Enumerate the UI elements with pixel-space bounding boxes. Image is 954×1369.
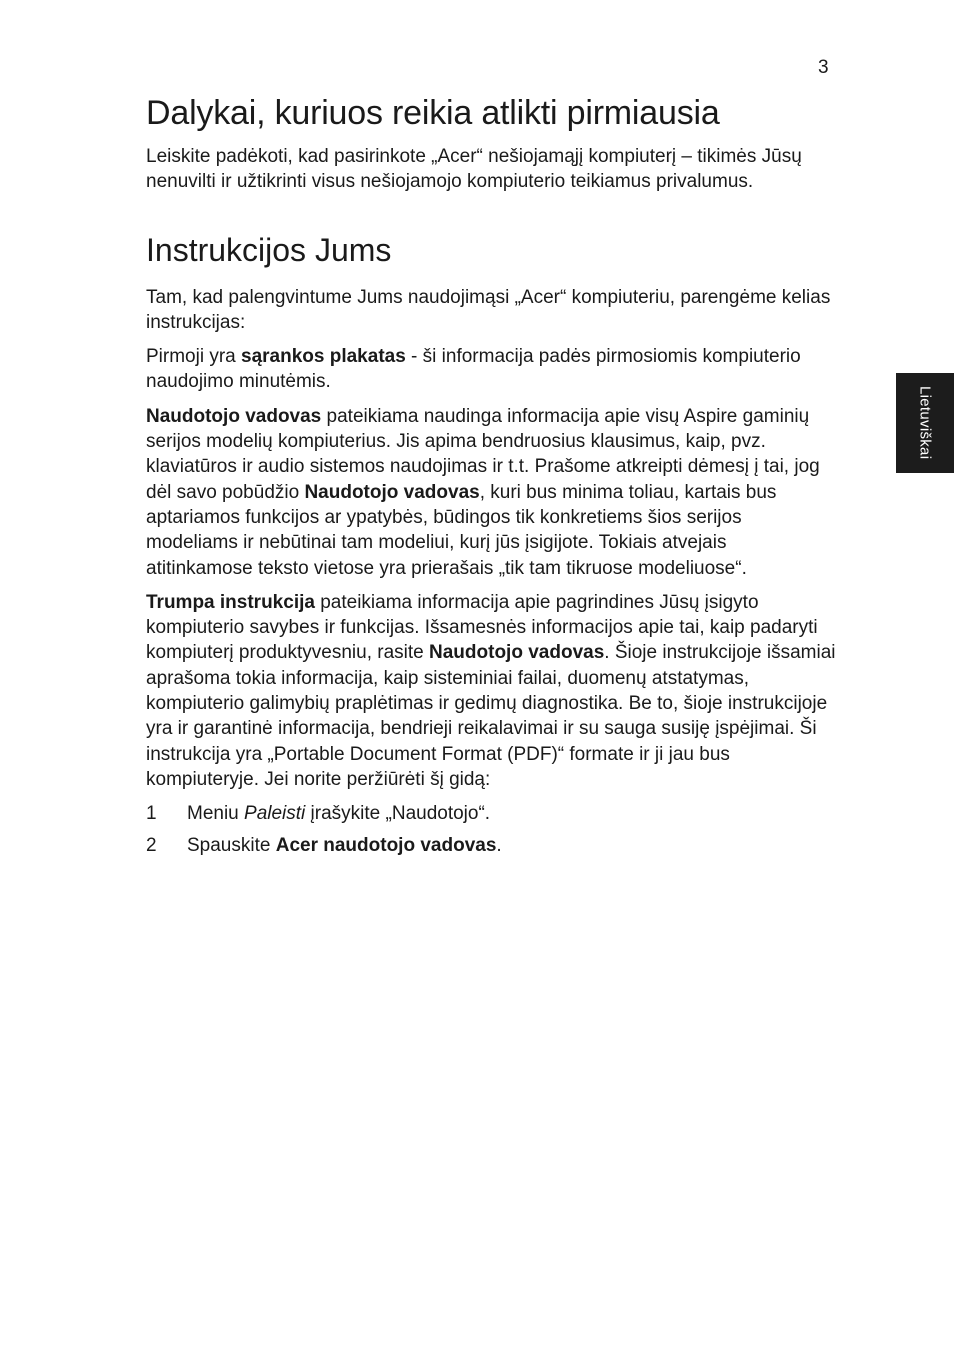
guides-intro-paragraph: Tam, kad palengvintume Jums naudojimąsi „Acer“ kompiuteriu, parengėme kelias instrukcijas: [146, 286, 831, 333]
text-run: - ši informacija padės pirmosiomis kompiuterio naudojimo minutėmis. [146, 346, 801, 393]
start-menu-term: Paleisti [244, 803, 306, 825]
page-number: 3 [818, 57, 829, 78]
step-number: 2 [146, 835, 157, 857]
page-content [146, 92, 836, 865]
text-run: . [496, 835, 502, 857]
text-run: Meniu [187, 803, 245, 825]
step-item [146, 833, 836, 858]
setup-poster-term: sąrankos plakatas [241, 346, 406, 368]
text-run: įrašykite „Naudotojo“. [305, 803, 491, 825]
setup-poster-paragraph [146, 344, 836, 395]
step-text [187, 801, 490, 826]
intro-paragraph: Leiskite padėkoti, kad pasirinkote „Acer“ nešiojamąjį kompiuterį – tikimės Jūsų nenuvilti ir užtikrinti visus nešiojamojo kompiuterio teikiamus privalumus. [146, 146, 802, 193]
section-title-guides: Instrukcijos Jums [146, 231, 392, 268]
quick-guide-paragraph [146, 590, 836, 792]
user-guide-term: Naudotojo vadovas [146, 405, 322, 427]
step-item [146, 801, 836, 826]
user-guide-term: Naudotojo vadovas [304, 481, 480, 503]
text-run: Spauskite [187, 835, 276, 857]
language-side-tab-label: Lietuviškai [916, 386, 934, 460]
text-run: Pirmoji yra [146, 346, 242, 368]
text-run: pateikiama naudinga informacija apie visų Aspire gaminių serijos modelių kompiuterius. Jis apima bendruosius klausimus, kaip, pvz. klaviatūros ir audio sistemos naudojimas ir t.t. Prašome atkreipti dėmesį į tai, jog dėl savo pobūdžio [146, 405, 820, 503]
step-number: 1 [146, 803, 157, 825]
acer-user-guide-term: Acer naudotojo vadovas [275, 835, 497, 857]
quick-guide-term: Trumpa instrukcija [146, 591, 315, 613]
text-run: , kuri bus minima toliau, kartais bus aptariamos funkcijos ar ypatybės, būdingos tik konkretiems šios serijos modeliams ir nebūtinai tam modeliui, kurį jūs įsigijote. Tokiais atvejais atitinkamose teksto vietose yra prierašais „tik tam tikruose modeliuose“. [146, 481, 777, 579]
user-guide-term: Naudotojo vadovas [429, 642, 605, 664]
section-title-first-steps: Dalykai, kuriuos reikia atlikti pirmiausia [146, 94, 720, 132]
step-text [187, 833, 502, 858]
language-side-tab [896, 373, 954, 473]
user-guide-paragraph [146, 404, 836, 581]
text-run: pateikiama informacija apie pagrindines Jūsų įsigyto kompiuterio savybes ir funkcijas. Išsamesnės informacijos apie tai, kaip padaryti kompiuterį produktyvesniu, rasite [146, 591, 818, 664]
text-run: . Šioje instrukcijoje išsamiai aprašoma tokia informacija, kaip sisteminiai failai, duomenų atstatymas, kompiuterio galimybių praplėtimas ir gedimų diagnostika. Be to, šioje instrukcijoje yra ir garantinė informacija, bendrieji reikalavimai ir su sauga susiję įspėjimai. Ši instrukcija yra „Portable Document Format (PDF)“ formate ir ji jau bus kompiuteryje. Jei norite peržiūrėti šį gidą: [146, 642, 836, 790]
